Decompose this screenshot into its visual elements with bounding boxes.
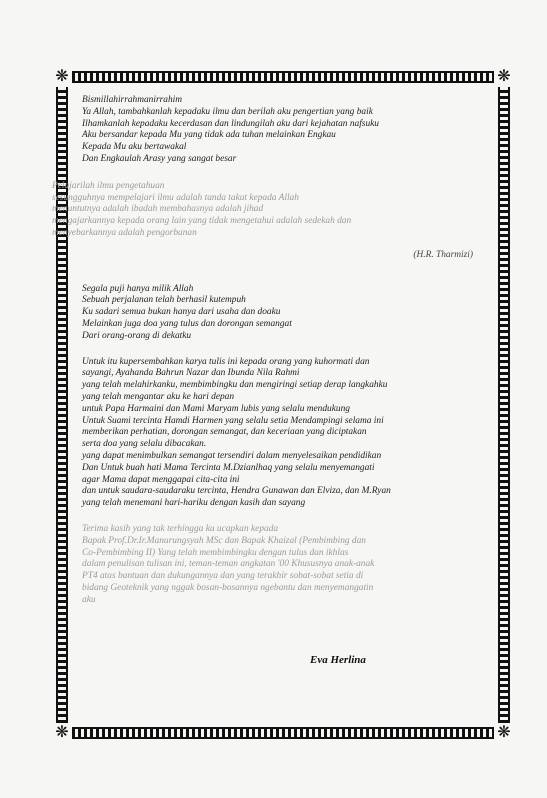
dedication-line: yang dapat menimbulkan semangat tersendiri dalam menyelesaikan pendidikan (82, 450, 382, 461)
hadith-quote (52, 181, 487, 240)
prayer-line: Aku bersandar kepada Mu yang tidak ada tuhan melainkan Engkau (82, 130, 336, 141)
dedication-line: Untuk itu kupersembahkan karya tulis ini kepada orang yang kuhormati dan (82, 356, 370, 367)
dedication-line: dan untuk saudara-saudaraku tercinta, Hendra Gunawan dan Elviza, dan M.Ryan (82, 486, 391, 497)
signature-name: Eva Herlina (310, 654, 366, 666)
praise-line: Segala puji hanya milik Allah (82, 283, 194, 294)
quote-line: mengajarkannya kepada orang lain yang tidak mengetahui adalah sedekah dan (52, 216, 352, 227)
border-top (64, 71, 502, 83)
dedication-line: Dan Untuk buah hati Mama Tercinta M.Dzianlhaq yang selalu menyemangati (82, 462, 375, 473)
corner-ornament-icon: ❋ (494, 723, 514, 743)
dedication-line: sayangi, Ayahanda Bahrun Nazar dan Ibunda Nila Rahmi (82, 368, 300, 379)
dedication-page (52, 95, 487, 606)
thanks-line: PT4 atas bantuan dan dukungannya dan yang terakhir sobat-sobat setia di (82, 571, 364, 582)
corner-ornament-icon: ❋ (52, 67, 72, 87)
dedication-line: yang telah menemani hari-hariku dengan kasih dan sayang (82, 498, 306, 509)
border-left (56, 79, 68, 731)
prayer-line: Ya Allah, tambahkanlah kepadaku ilmu dan berilah aku pengertian yang baik (82, 106, 373, 117)
praise-line: Melainkan juga doa yang tulus dan dorongan semangat (82, 318, 292, 329)
prayer-line: Kepada Mu aku bertawakal (82, 142, 187, 153)
quote-line: menuntutnya adalah ibadah membahasnya adalah jihad (52, 204, 264, 215)
praise-line: Ku sadari semua bukan hanya dari usaha dan doaku (82, 307, 281, 318)
dedication-line: agar Mama dapat menggapai cita-cita ini (82, 474, 240, 485)
praise-line: Sebuah perjalanan telah berhasil kutempuh (82, 295, 246, 306)
praise-section (82, 284, 487, 343)
thanks-line: dalam penulisan tulisan ini, teman-teman angkatan '00 Khususnya anak-anak (82, 559, 375, 570)
dedication-line: yang telah mengantar aku ke hari depan (82, 391, 235, 402)
quote-line: Pelajarilah ilmu pengetahuan (52, 180, 165, 191)
dedication-line: yang telah melahirkanku, membimbingku dan mengiringi setiap derap langkahku (82, 380, 388, 391)
border-right (498, 79, 510, 731)
border-bottom (64, 727, 502, 739)
dedication-line: Untuk Suami tercinta Hamdi Harmen yang selalu setia Mendampingi selama ini (82, 415, 384, 426)
quote-line: menyebarkannya adalah pengorbanan (52, 227, 197, 238)
opening-prayer (82, 95, 487, 166)
prayer-line: Ilhamkanlah kepadaku kecerdasan dan lindungilah aku dari kejahatan nafsuku (82, 118, 379, 129)
thanks-line: Bapak Prof.Dr.Ir.Manurungsyah MSc dan Bapak Khaizal (Pembimbing dan (82, 535, 366, 546)
thanks-line: aku (82, 594, 96, 605)
praise-line: Dari orang-orang di dekatku (82, 330, 192, 341)
corner-ornament-icon: ❋ (494, 67, 514, 87)
thanks-line: bidang Geoteknik yang nggak bosan-bosannya ngebantu dan menyemangatin (82, 582, 374, 593)
quote-line: sesungguhnya mempelajari ilmu adalah tanda takut kepada Allah (52, 192, 299, 203)
prayer-line: Dan Engkaulah Arasy yang sangat besar (82, 153, 237, 164)
thanks-section (82, 524, 487, 607)
quote-author: (H.R. Tharmizi) (413, 249, 473, 260)
corner-ornament-icon: ❋ (52, 723, 72, 743)
thanks-line: Terima kasih yang tak terhingga ku ucapkan kepada (82, 523, 279, 534)
dedication-line: serta doa yang selalu dibacakan. (82, 439, 207, 450)
dedication-line: untuk Papa Harmaini dan Mami Maryam lubis yang selalu mendukung (82, 403, 350, 414)
prayer-line: Bismillahirrahmanirrahim (82, 95, 183, 105)
dedication-line: memberikan perhatian, dorongan semangat, dan keceriaan yang diciptakan (82, 427, 367, 438)
dedication-section (82, 357, 487, 510)
thanks-line: Co-Pembimbing II) Yang telah membimbingku dengan tulus dan ikhlas (82, 547, 349, 558)
